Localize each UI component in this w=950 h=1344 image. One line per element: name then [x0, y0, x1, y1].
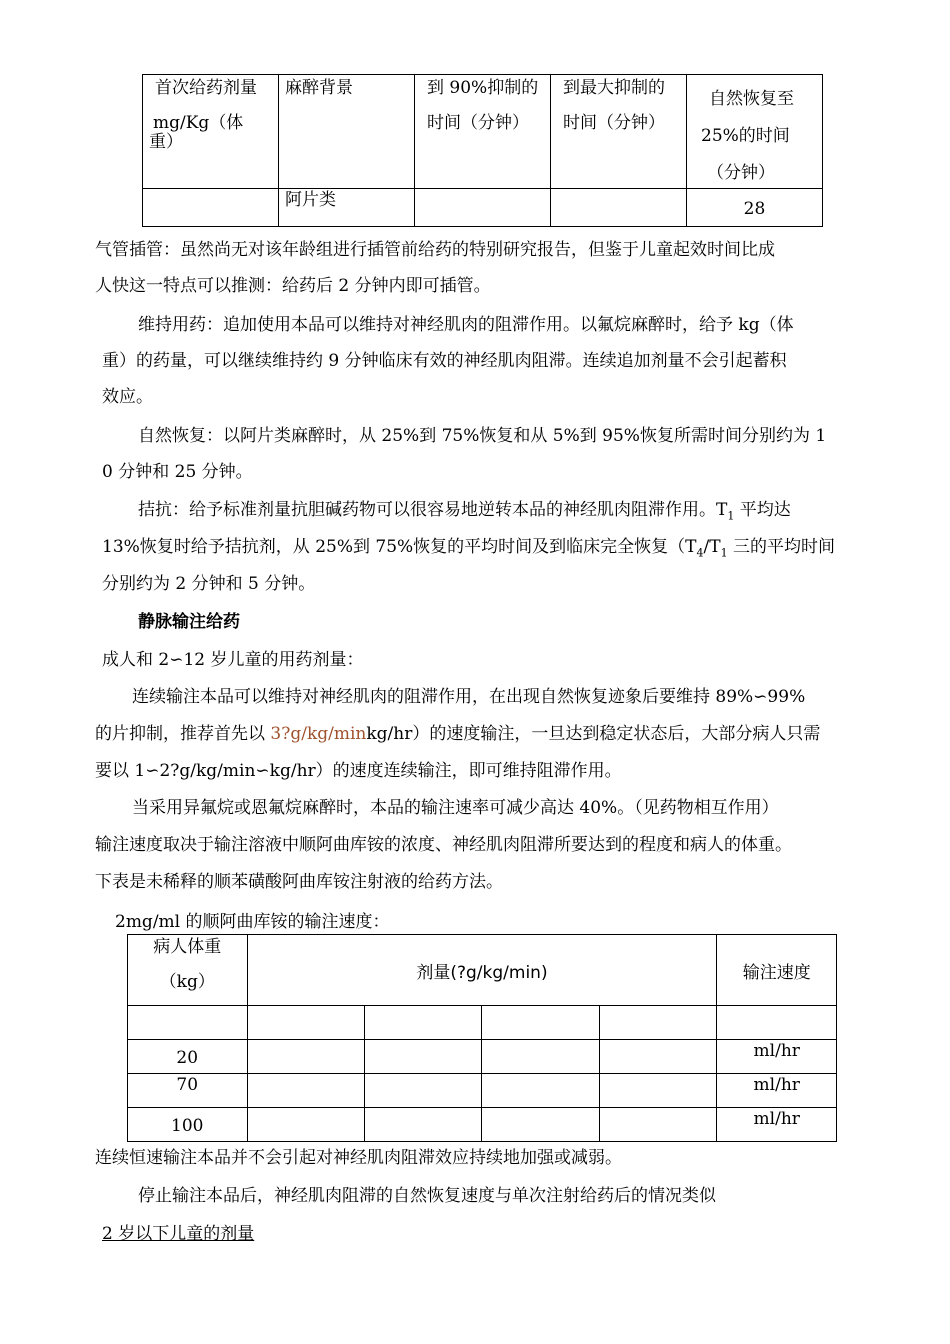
paragraph-line: 0 分钟和 25 分钟。 [102, 462, 253, 482]
cell [717, 1074, 837, 1108]
header-text: 首次给药剂量 [155, 78, 257, 98]
header-text: 麻醉背景 [285, 78, 353, 98]
paragraph-line: 重）的药量，可以继续维持约 9 分钟临床有效的神经肌肉阻滞。连续追加剂量不会引起蓄积 [102, 351, 787, 371]
cell [599, 1040, 716, 1074]
paragraph-line [95, 716, 820, 752]
cell [551, 189, 687, 227]
cell [599, 1006, 716, 1040]
header-initial-dose [143, 75, 279, 189]
cell [482, 1040, 599, 1074]
cell [128, 1108, 248, 1142]
text: 拮抗：给予标准剂量抗胆碱药物可以很容易地逆转本品的神经肌肉阻滞作用。T [138, 500, 728, 520]
cell [247, 1108, 364, 1142]
cell [128, 1006, 248, 1040]
cell-text: 20 [176, 1048, 199, 1068]
cell [482, 1074, 599, 1108]
cell [364, 1108, 481, 1142]
cell-text: ml/hr [753, 1075, 800, 1095]
text: 平均达 [734, 500, 791, 520]
table-row [128, 1040, 837, 1074]
header-text: 25%的时间 [701, 126, 790, 146]
paragraph-line: 连续恒速输注本品并不会引起对神经肌肉阻滞效应持续地加强或减弱。 [95, 1148, 622, 1168]
text: kg/hr）的速度输注，一旦达到稳定状态后，大部分病人只需 [366, 724, 821, 744]
text: 三的平均时间 [727, 537, 835, 557]
header-text: 时间（分钟） [427, 113, 529, 133]
header-text: 自然恢复至 [709, 89, 794, 109]
cell [687, 189, 823, 227]
cell [247, 1040, 364, 1074]
header-text: 剂量(?g/kg/min) [416, 962, 548, 983]
cell [599, 1074, 716, 1108]
dosage-table [142, 74, 823, 227]
table-row [128, 1006, 837, 1040]
header-time-90 [415, 75, 551, 189]
cell-text: 70 [176, 1075, 199, 1095]
text: 13%恢复时给予拮抗剂，从 25%到 75%恢复的平均时间及到临床完全恢复（T [102, 537, 697, 557]
paragraph-line: 停止输注本品后，神经肌肉阻滞的自然恢复速度与单次注射给药后的情况类似 [138, 1186, 716, 1206]
paragraph-line: 人快这一特点可以推测：给药后 2 分钟内即可插管。 [95, 276, 491, 296]
header-text: （分钟） [707, 163, 775, 183]
paragraph-line: 下表是未稀释的顺苯磺酸阿曲库铵注射液的给药方法。 [95, 872, 503, 892]
header-anesthesia-background [279, 75, 415, 189]
header-time-max [551, 75, 687, 189]
cell-text: ml/hr [753, 1109, 800, 1129]
header-weight [128, 935, 248, 1006]
paragraph-line: 维持用药：追加使用本品可以维持对神经肌肉的阻滞作用。以氟烷麻醉时，给予 kg（体 [138, 315, 794, 335]
header-text: mg/Kg（体 [153, 113, 244, 133]
cell [364, 1074, 481, 1108]
header-recovery-25 [687, 75, 823, 189]
paragraph-line: 自然恢复：以阿片类麻醉时，从 25%到 75%恢复和从 5%到 95%恢复所需时间分别约为 1 [138, 426, 827, 446]
paragraph-line: 当采用异氟烷或恩氟烷麻醉时，本品的输注速率可减少高达 40%。（见药物相互作用） [132, 798, 779, 818]
cell-text: 阿片类 [285, 190, 336, 210]
header-text: 到 90%抑制的 [427, 78, 539, 98]
paragraph-line: 效应。 [102, 387, 153, 407]
header-text: （kg） [159, 972, 215, 992]
paragraph-line: 分别约为 2 分钟和 5 分钟。 [102, 574, 316, 594]
cell [143, 189, 279, 227]
table-row [143, 189, 823, 227]
subscript: 1 [727, 509, 735, 523]
cell [247, 1006, 364, 1040]
cell [482, 1006, 599, 1040]
table-row [128, 1108, 837, 1142]
cell-text: 28 [743, 199, 766, 219]
cell-text: 100 [171, 1116, 204, 1136]
paragraph-line: 成人和 2∽12 岁儿童的用药剂量： [102, 650, 364, 670]
paragraph-line: 连续输注本品可以维持对神经肌肉的阻滞作用，在出现自然恢复迹象后要维持 89%∽99% [132, 687, 806, 707]
paragraph-line: 气管插管：虽然尚无对该年龄组进行插管前给药的特别研究报告，但鉴于儿童起效时间比成 [95, 240, 775, 260]
table-caption: 2mg/ml 的顺阿曲库铵的输注速度： [115, 912, 390, 932]
highlighted-dose: 3?g/kg/min [270, 724, 367, 744]
table-row [128, 1074, 837, 1108]
cell [415, 189, 551, 227]
header-text: 输注速度 [742, 962, 811, 983]
header-dose [247, 935, 717, 1006]
header-rate [717, 935, 837, 1006]
header-text: 重） [149, 132, 183, 152]
cell-text: ml/hr [753, 1041, 800, 1061]
subscript: 1 [720, 546, 728, 560]
section-heading: 2 岁以下儿童的剂量 [102, 1224, 255, 1244]
section-heading: 静脉输注给药 [138, 612, 240, 632]
cell [279, 189, 415, 227]
paragraph-line: 输注速度取决于输注溶液中顺阿曲库铵的浓度、神经肌肉阻滞所要达到的程度和病人的体重。 [95, 835, 792, 855]
cell [364, 1006, 481, 1040]
cell [364, 1040, 481, 1074]
header-text: 到最大抑制的 [563, 78, 665, 98]
cell [482, 1108, 599, 1142]
text: 的片抑制，推荐首先以 [95, 724, 271, 744]
cell [599, 1108, 716, 1142]
infusion-rate-table [127, 934, 837, 1142]
cell [128, 1040, 248, 1074]
cell [128, 1074, 248, 1108]
header-text: 病人体重 [153, 937, 222, 957]
subscript: 4 [696, 546, 704, 560]
cell [717, 1006, 837, 1040]
cell [717, 1040, 837, 1074]
cell [247, 1074, 364, 1108]
text: /T [703, 537, 721, 557]
cell [717, 1108, 837, 1142]
header-text: 时间（分钟） [563, 113, 665, 133]
paragraph-line: 要以 1∽2?g/kg/min∽kg/hr）的速度连续输注，即可维持阻滞作用。 [95, 761, 622, 781]
